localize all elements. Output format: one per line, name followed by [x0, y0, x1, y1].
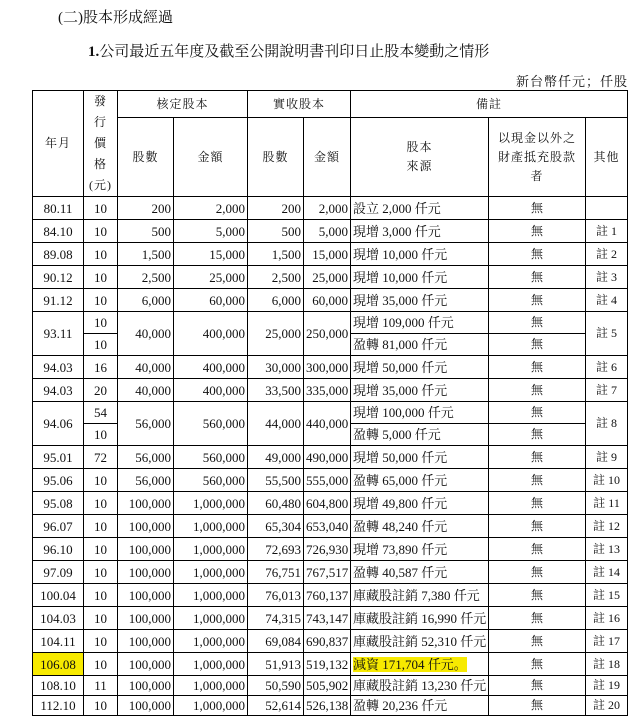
authorized-amount-cell: 560,000	[174, 446, 248, 469]
authorized-shares-cell: 1,500	[118, 243, 174, 266]
year-month-cell: 104.11	[33, 630, 84, 653]
year-month-cell: 96.07	[33, 515, 84, 538]
authorized-amount-cell: 1,000,000	[174, 630, 248, 653]
paid-in-amount-cell: 505,902	[304, 676, 351, 696]
header-paid-in-capital: 實收股本	[248, 91, 351, 118]
capital-source-cell	[351, 561, 489, 584]
table-row	[33, 607, 628, 630]
year-month-cell: 80.11	[33, 197, 84, 220]
non-cash-cell: 無	[489, 220, 586, 243]
authorized-amount-cell: 560,000	[174, 402, 248, 446]
non-cash-cell: 無	[489, 424, 586, 446]
authorized-shares-cell: 100,000	[118, 653, 174, 676]
paid-in-amount-cell: 604,800	[304, 492, 351, 515]
year-month-cell: 95.06	[33, 469, 84, 492]
paid-in-shares-cell: 72,693	[248, 538, 304, 561]
other-note-cell: 註 16	[586, 607, 628, 630]
other-note-cell: 註 9	[586, 446, 628, 469]
non-cash-cell: 無	[489, 446, 586, 469]
non-cash-cell: 無	[489, 334, 586, 356]
issue-price-cell: 10	[84, 266, 118, 289]
other-note-cell: 註 2	[586, 243, 628, 266]
issue-price-cell: 10	[84, 424, 118, 446]
other-note-cell: 註 14	[586, 561, 628, 584]
year-month-cell: 96.10	[33, 538, 84, 561]
header-paid-amount: 金額	[304, 118, 351, 197]
issue-price-cell: 10	[84, 312, 118, 334]
non-cash-cell: 無	[489, 289, 586, 312]
issue-price-cell: 16	[84, 356, 118, 379]
paid-in-amount-cell: 250,000	[304, 312, 351, 356]
capital-source-cell	[351, 653, 489, 676]
authorized-amount-cell: 400,000	[174, 356, 248, 379]
capital-source-text: 現增 35,000 仟元	[353, 382, 448, 398]
issue-price-cell: 10	[84, 197, 118, 220]
issue-price-cell: 10	[84, 243, 118, 266]
capital-source-cell	[351, 220, 489, 243]
year-month-cell: 104.03	[33, 607, 84, 630]
capital-source-text: 盈轉 40,587 仟元	[353, 564, 448, 580]
capital-source-cell	[351, 538, 489, 561]
paid-in-shares-cell: 74,315	[248, 607, 304, 630]
paid-in-amount-cell: 15,000	[304, 243, 351, 266]
authorized-amount-cell: 400,000	[174, 379, 248, 402]
paid-in-amount-cell: 5,000	[304, 220, 351, 243]
non-cash-cell: 無	[489, 312, 586, 334]
subtitle-text: 公司最近五年度及截至公開說明書刊印日止股本變動之情形	[99, 44, 490, 60]
table-body	[33, 197, 628, 716]
paid-in-shares-cell: 2,500	[248, 266, 304, 289]
authorized-amount-cell: 400,000	[174, 312, 248, 356]
capital-source-text: 現增 10,000 仟元	[353, 246, 448, 262]
paid-in-shares-cell: 30,000	[248, 356, 304, 379]
capital-source-text: 盈轉 65,000 仟元	[353, 472, 448, 488]
capital-source-text: 庫藏股註銷 7,380 仟元	[353, 587, 480, 603]
authorized-shares-cell: 200	[118, 197, 174, 220]
other-note-cell: 註 18	[586, 653, 628, 676]
year-month-cell: 95.01	[33, 446, 84, 469]
non-cash-cell: 無	[489, 515, 586, 538]
capital-source-text: 現增 3,000 仟元	[353, 223, 441, 239]
authorized-amount-cell: 1,000,000	[174, 676, 248, 696]
capital-source-text: 現增 100,000 仟元	[353, 405, 454, 420]
capital-source-cell	[351, 492, 489, 515]
other-note-cell: 註 10	[586, 469, 628, 492]
table-row	[33, 312, 628, 334]
authorized-amount-cell: 1,000,000	[174, 515, 248, 538]
authorized-shares-cell: 40,000	[118, 312, 174, 356]
authorized-shares-cell: 100,000	[118, 561, 174, 584]
paid-in-amount-cell: 60,000	[304, 289, 351, 312]
year-month-cell: 112.10	[33, 696, 84, 716]
paid-in-shares-cell: 76,751	[248, 561, 304, 584]
table-row	[33, 584, 628, 607]
authorized-amount-cell: 1,000,000	[174, 653, 248, 676]
authorized-amount-cell: 1,000,000	[174, 492, 248, 515]
header-remarks: 備註	[351, 91, 628, 118]
other-note-cell: 註 19	[586, 676, 628, 696]
capital-source-text: 庫藏股註銷 52,310 仟元	[353, 633, 487, 649]
issue-price-cell: 10	[84, 696, 118, 716]
paid-in-shares-cell: 1,500	[248, 243, 304, 266]
capital-source-cell	[351, 379, 489, 402]
year-month-cell: 108.10	[33, 676, 84, 696]
non-cash-cell: 無	[489, 356, 586, 379]
authorized-amount-cell: 2,000	[174, 197, 248, 220]
subtitle-number: 1.	[88, 44, 100, 60]
issue-price-cell: 10	[84, 334, 118, 356]
section-title: (二)股本形成經過	[58, 10, 173, 26]
non-cash-cell: 無	[489, 630, 586, 653]
capital-source-cell	[351, 312, 489, 334]
other-note-cell: 註 6	[586, 356, 628, 379]
other-note-cell: 註 3	[586, 266, 628, 289]
authorized-amount-cell: 1,000,000	[174, 696, 248, 716]
authorized-shares-cell: 100,000	[118, 630, 174, 653]
table-row	[33, 356, 628, 379]
authorized-shares-cell: 56,000	[118, 402, 174, 446]
non-cash-cell: 無	[489, 492, 586, 515]
other-note-cell: 註 4	[586, 289, 628, 312]
non-cash-cell: 無	[489, 607, 586, 630]
paid-in-shares-cell: 49,000	[248, 446, 304, 469]
authorized-shares-cell: 500	[118, 220, 174, 243]
year-month-cell: 100.04	[33, 584, 84, 607]
non-cash-cell: 無	[489, 561, 586, 584]
non-cash-cell: 無	[489, 243, 586, 266]
year-month-cell: 84.10	[33, 220, 84, 243]
paid-in-amount-cell: 300,000	[304, 356, 351, 379]
non-cash-cell: 無	[489, 266, 586, 289]
authorized-shares-cell: 100,000	[118, 584, 174, 607]
authorized-amount-cell: 15,000	[174, 243, 248, 266]
authorized-amount-cell: 1,000,000	[174, 607, 248, 630]
capital-source-cell	[351, 696, 489, 716]
year-month-cell: 94.03	[33, 379, 84, 402]
issue-price-cell: 20	[84, 379, 118, 402]
table-row	[33, 515, 628, 538]
capital-source-cell	[351, 607, 489, 630]
issue-price-cell: 10	[84, 515, 118, 538]
issue-price-cell: 10	[84, 492, 118, 515]
capital-source-text: 庫藏股註銷 16,990 仟元	[353, 610, 487, 626]
capital-source-text: 現增 50,000 仟元	[353, 449, 448, 465]
paid-in-shares-cell: 6,000	[248, 289, 304, 312]
paid-in-amount-cell: 767,517	[304, 561, 351, 584]
issue-price-cell: 10	[84, 289, 118, 312]
authorized-shares-cell: 100,000	[118, 607, 174, 630]
non-cash-cell: 無	[489, 379, 586, 402]
capital-source-cell	[351, 446, 489, 469]
capital-source-text: 現增 35,000 仟元	[353, 292, 448, 308]
capital-source-text: 現增 50,000 仟元	[353, 359, 448, 375]
other-note-cell: 註 17	[586, 630, 628, 653]
issue-price-cell: 72	[84, 446, 118, 469]
table-row	[33, 289, 628, 312]
paid-in-amount-cell: 440,000	[304, 402, 351, 446]
authorized-amount-cell: 5,000	[174, 220, 248, 243]
non-cash-cell: 無	[489, 469, 586, 492]
capital-source-text: 設立 2,000 仟元	[353, 200, 441, 216]
table-row	[33, 561, 628, 584]
paid-in-shares-cell: 51,913	[248, 653, 304, 676]
paid-in-amount-cell: 25,000	[304, 266, 351, 289]
authorized-shares-cell: 100,000	[118, 492, 174, 515]
paid-in-amount-cell: 743,147	[304, 607, 351, 630]
table-row	[33, 630, 628, 653]
non-cash-cell: 無	[489, 538, 586, 561]
authorized-amount-cell: 560,000	[174, 469, 248, 492]
other-note-cell	[586, 197, 628, 220]
paid-in-shares-cell: 65,304	[248, 515, 304, 538]
issue-price-cell: 10	[84, 630, 118, 653]
other-note-cell: 註 11	[586, 492, 628, 515]
paid-in-shares-cell: 76,013	[248, 584, 304, 607]
issue-price-cell: 54	[84, 402, 118, 424]
non-cash-cell: 無	[489, 653, 586, 676]
capital-source-text: 盈轉 20,236 仟元	[353, 698, 448, 713]
authorized-shares-cell: 56,000	[118, 469, 174, 492]
other-note-cell: 註 5	[586, 312, 628, 356]
year-month-cell: 90.12	[33, 266, 84, 289]
capital-history-table	[32, 90, 628, 716]
table-row	[33, 243, 628, 266]
capital-source-cell	[351, 197, 489, 220]
authorized-shares-cell: 6,000	[118, 289, 174, 312]
subtitle	[88, 40, 489, 61]
table-row	[33, 266, 628, 289]
capital-source-text: 現增 73,890 仟元	[353, 541, 448, 557]
capital-source-text: 現增 109,000 仟元	[353, 315, 454, 330]
header-source: 股本來源	[351, 118, 489, 197]
header-issue-price: 發行價格(元)	[84, 91, 118, 197]
capital-source-cell	[351, 584, 489, 607]
capital-source-cell	[351, 402, 489, 424]
table-row	[33, 653, 628, 676]
table-row	[33, 469, 628, 492]
capital-source-text: 盈轉 81,000 仟元	[353, 337, 448, 352]
other-note-cell: 註 13	[586, 538, 628, 561]
authorized-shares-cell: 40,000	[118, 356, 174, 379]
header-paid-shares: 股數	[248, 118, 304, 197]
capital-source-cell	[351, 334, 489, 356]
other-note-cell: 註 8	[586, 402, 628, 446]
authorized-shares-cell: 40,000	[118, 379, 174, 402]
paid-in-shares-cell: 69,084	[248, 630, 304, 653]
year-month-cell: 95.08	[33, 492, 84, 515]
year-month-cell: 97.09	[33, 561, 84, 584]
non-cash-cell: 無	[489, 696, 586, 716]
paid-in-amount-cell: 490,000	[304, 446, 351, 469]
table-row	[33, 538, 628, 561]
paid-in-shares-cell: 200	[248, 197, 304, 220]
other-note-cell: 註 7	[586, 379, 628, 402]
capital-source-text: 盈轉 48,240 仟元	[353, 518, 448, 534]
non-cash-cell: 無	[489, 197, 586, 220]
issue-price-cell: 10	[84, 220, 118, 243]
authorized-shares-cell: 2,500	[118, 266, 174, 289]
authorized-amount-cell: 1,000,000	[174, 561, 248, 584]
paid-in-shares-cell: 50,590	[248, 676, 304, 696]
paid-in-shares-cell: 25,000	[248, 312, 304, 356]
year-month-cell: 89.08	[33, 243, 84, 266]
issue-price-cell: 10	[84, 584, 118, 607]
paid-in-shares-cell: 52,614	[248, 696, 304, 716]
paid-in-amount-cell: 2,000	[304, 197, 351, 220]
paid-in-amount-cell: 555,000	[304, 469, 351, 492]
authorized-shares-cell: 100,000	[118, 515, 174, 538]
paid-in-shares-cell: 44,000	[248, 402, 304, 446]
authorized-shares-cell: 100,000	[118, 676, 174, 696]
table-row	[33, 402, 628, 424]
capital-source-cell	[351, 266, 489, 289]
capital-source-text: 庫藏股註銷 13,230 仟元	[353, 678, 487, 693]
year-month-cell: 106.08	[33, 653, 84, 676]
authorized-amount-cell: 1,000,000	[174, 584, 248, 607]
year-month-cell: 94.03	[33, 356, 84, 379]
paid-in-amount-cell: 726,930	[304, 538, 351, 561]
other-note-cell: 註 1	[586, 220, 628, 243]
capital-source-text: 現增 10,000 仟元	[353, 269, 448, 285]
non-cash-cell: 無	[489, 584, 586, 607]
paid-in-shares-cell: 55,500	[248, 469, 304, 492]
capital-source-cell	[351, 356, 489, 379]
authorized-amount-cell: 60,000	[174, 289, 248, 312]
capital-source-cell	[351, 676, 489, 696]
other-note-cell: 註 15	[586, 584, 628, 607]
issue-price-cell: 10	[84, 653, 118, 676]
issue-price-cell: 10	[84, 607, 118, 630]
year-month-cell: 93.11	[33, 312, 84, 356]
other-note-cell: 註 12	[586, 515, 628, 538]
authorized-amount-cell: 1,000,000	[174, 538, 248, 561]
issue-price-cell: 10	[84, 538, 118, 561]
paid-in-amount-cell: 519,132	[304, 653, 351, 676]
capital-source-text: 盈轉 5,000 仟元	[353, 427, 441, 442]
header-auth-shares: 股數	[118, 118, 174, 197]
year-month-cell: 91.12	[33, 289, 84, 312]
authorized-shares-cell: 100,000	[118, 696, 174, 716]
other-note-cell: 註 20	[586, 696, 628, 716]
paid-in-amount-cell: 653,040	[304, 515, 351, 538]
table-row	[33, 379, 628, 402]
year-month-cell: 94.06	[33, 402, 84, 446]
header-year-month: 年月	[33, 91, 84, 197]
issue-price-cell: 10	[84, 469, 118, 492]
capital-source-cell	[351, 289, 489, 312]
paid-in-amount-cell: 760,137	[304, 584, 351, 607]
paid-in-shares-cell: 33,500	[248, 379, 304, 402]
paid-in-amount-cell: 526,138	[304, 696, 351, 716]
capital-source-cell	[351, 630, 489, 653]
paid-in-amount-cell: 335,000	[304, 379, 351, 402]
capital-source-cell	[351, 469, 489, 492]
authorized-shares-cell: 56,000	[118, 446, 174, 469]
capital-source-text: 現增 49,800 仟元	[353, 495, 448, 511]
header-authorized-capital: 核定股本	[118, 91, 248, 118]
issue-price-cell: 11	[84, 676, 118, 696]
table-row	[33, 676, 628, 696]
table-row	[33, 446, 628, 469]
non-cash-cell: 無	[489, 676, 586, 696]
paid-in-amount-cell: 690,837	[304, 630, 351, 653]
table-row	[33, 197, 628, 220]
header-other: 其他	[586, 118, 628, 197]
non-cash-cell: 無	[489, 402, 586, 424]
unit-label: 新台幣仟元；仟股	[515, 74, 628, 89]
capital-source-cell	[351, 424, 489, 446]
table-row	[33, 220, 628, 243]
capital-source-text: 減資 171,704 仟元。	[353, 656, 467, 672]
authorized-shares-cell: 100,000	[118, 538, 174, 561]
table-row	[33, 492, 628, 515]
capital-source-cell	[351, 515, 489, 538]
paid-in-shares-cell: 60,480	[248, 492, 304, 515]
header-non-cash: 以現金以外之財產抵充股款者	[489, 118, 586, 197]
capital-source-cell	[351, 243, 489, 266]
issue-price-cell: 10	[84, 561, 118, 584]
paid-in-shares-cell: 500	[248, 220, 304, 243]
table-row	[33, 696, 628, 716]
header-auth-amount: 金額	[174, 118, 248, 197]
authorized-amount-cell: 25,000	[174, 266, 248, 289]
